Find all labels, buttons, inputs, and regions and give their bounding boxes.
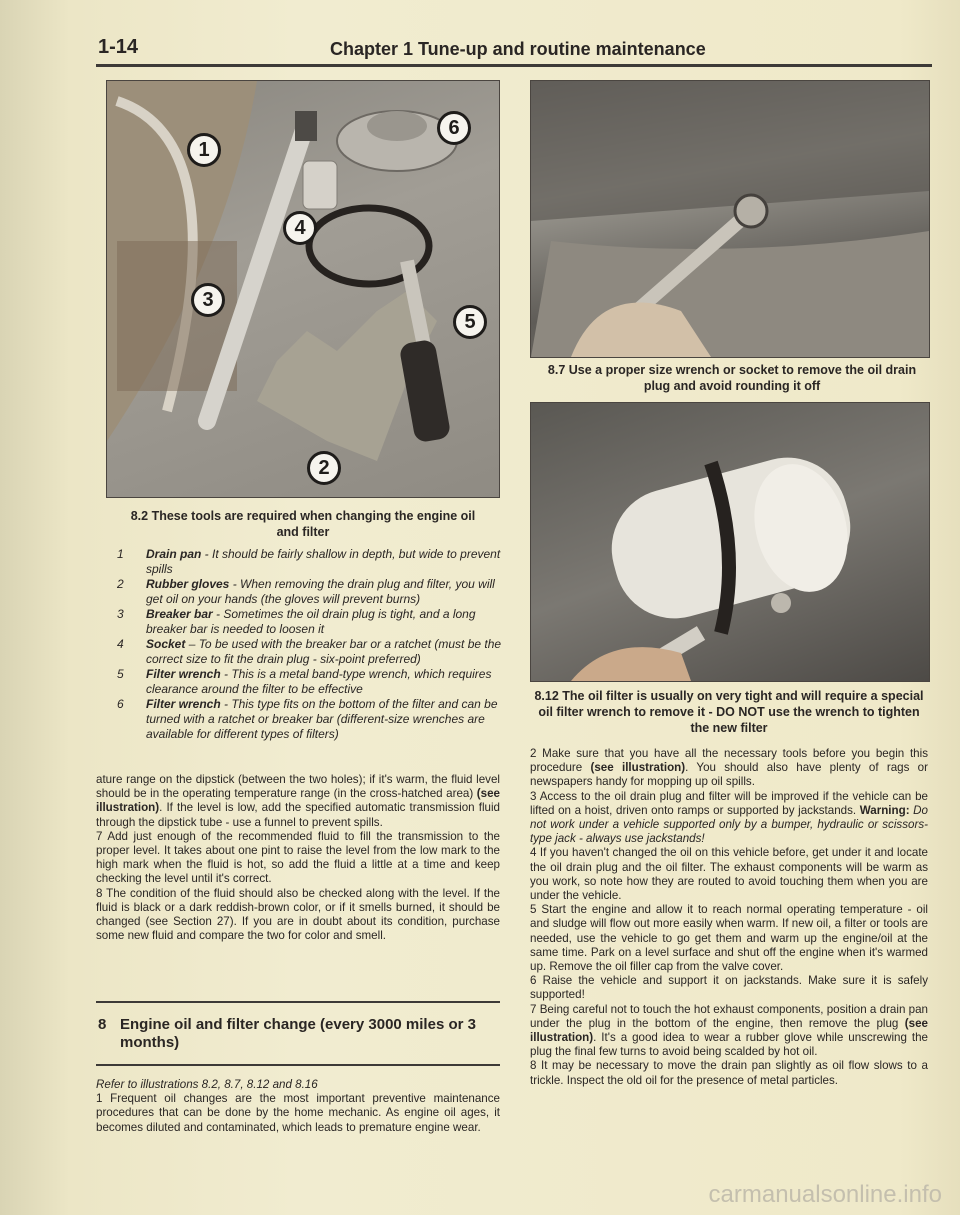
breaker-bar-head [295,111,317,141]
callout-5: 5 [453,305,487,339]
text-run: . If the level is low, add the specified automatic transmission fluid through the dipstick tube - use a funnel to prevent spills. [96,801,500,829]
legend-title: Rubber gloves [146,577,230,591]
chapter-title: Chapter 1 Tune-up and routine maintenance [330,39,706,59]
tools-photo [106,80,500,498]
callout-2: 2 [307,451,341,485]
legend-description: - Sometimes the oil drain plug is tight, and a long breaker bar is needed to loosen it [146,607,476,636]
left-column-text [96,773,500,943]
section-8-text [96,1078,500,1135]
drain-plug-photo [530,80,930,358]
callout-6: 6 [437,111,471,145]
bottom-watermark: carmanualsonline.info [708,1181,942,1208]
text-run: 2 Make sure that you have all the necessary tools before you begin this procedure [530,747,928,775]
legend-item [114,667,504,697]
legend-description: - This is a metal band-type wrench, which requires clearance around the filter to be effective [146,667,492,696]
legend-number: 1 [117,547,124,561]
legend-number: 2 [117,577,124,591]
legend-title: Drain pan [146,547,202,561]
paragraph: 1 Frequent oil changes are the most important preventive maintenance procedures that can be done by the home mechanic. As engine oil ages, it becomes diluted and contaminated, which leads to premature engine wear. [96,1092,500,1134]
legend-title: Filter wrench [146,697,221,711]
header-rule [96,64,932,67]
paragraph: 5 Start the engine and allow it to reach normal operating temperature - oil and sludge will flow out more easily when warm. If new oil, a filter or tools are needed, use the vehicle to go get them and warm up the engine/oil at the same time. Park on a level surface and shut off the engine when it's warmed up. Remove the oil filler cap from the valve cover. [530,903,928,974]
section-title: Engine oil and filter change (every 3000 miles or 3 months) [120,1016,476,1051]
legend-description: – To be used with the breaker bar or a ratchet (must be the correct size to fit the drain plug - six-point preferred) [146,637,502,666]
legend-number: 4 [117,637,124,651]
legend-item [114,697,504,742]
legend-description: - It should be fairly shallow in depth, but wide to prevent spills [146,547,501,576]
figure-8-12-caption: 8.12 The oil filter is usually on very tight and will require a special oil filter wrench to remove it - DO NOT use the wrench to tighten the new filter [534,689,924,735]
engine-underside-shape [531,81,929,221]
oil-filter-photo [530,402,930,682]
band-wrench-grip [399,339,452,444]
callout-1: 1 [187,133,221,167]
see-illustration-ref: (see illustration) [96,787,500,815]
section-number: 8 [98,1016,107,1033]
legend-item [114,607,504,637]
tools-illustration [107,81,499,497]
warning-label: Warning: [859,803,910,817]
callout-3: 3 [191,283,225,317]
paragraph [96,773,500,830]
page-number: 1-14 [98,36,139,58]
text-run: . It's a good idea to wear a rubber glove while unscrewing the plug the final few turns to avoid being scalded by hot oil. [530,1031,928,1059]
legend-item [114,577,504,607]
drain-plug-shape [735,195,767,227]
refer-illustrations: Refer to illustrations 8.2, 8.7, 8.12 and 8.16 [96,1078,318,1091]
legend-item [114,547,504,577]
paragraph: 8 The condition of the fluid should also be checked along with the level. If the fluid is black or a dark reddish-brown color, or if it smells burned, it should be changed (see Section 27). If you are in doubt about its condition, purchase some new fluid and compare the two for color and smell. [96,886,500,943]
legend-title: Breaker bar [146,607,213,621]
drain-plug-illustration [531,81,929,357]
tools-legend [114,547,504,742]
paragraph: 8 It may be necessary to move the drain pan slightly as oil flow slows to a trickle. Inspect the old oil for the presence of metal particles. [530,1059,928,1087]
filter-wrench-pivot [771,593,791,613]
paragraph [530,790,928,847]
text-run: 3 Access to the oil drain plug and filter will be improved if the vehicle can be lifted on a hoist, driven onto ramps or supported by jackstands. [530,789,928,817]
section-rule-top [96,1001,500,1003]
hand-shape [571,647,691,681]
paragraph: 7 Add just enough of the recommended fluid to fill the transmission to the proper level. It takes about one pint to raise the level from the low mark to the high mark when the fluid is hot, so add the fluid a little at a time and keep checking the level until it's correct. [96,829,500,886]
legend-number: 6 [117,697,124,711]
text-run: 7 Being careful not to touch the hot exhaust components, position a drain pan under the plug in the bottom of the engine, then remove the plug [530,1002,928,1030]
callout-4: 4 [283,211,317,245]
see-illustration-ref: (see illustration) [590,761,686,775]
legend-item [114,637,504,667]
legend-number: 5 [117,667,124,681]
text-run: . You should also have plenty of rags or newspapers handy for mopping up oil spills. [530,761,928,789]
text-run: ature range on the dipstick (between the two holes); if it's warm, the fluid level should be in the operating temperature range (in the cross-hatched area) [96,773,500,801]
see-illustration-ref: (see illustration) [530,1016,928,1045]
section-rule-bottom [96,1064,500,1066]
oil-filter-illustration [531,403,929,681]
figure-8-7-caption: 8.7 Use a proper size wrench or socket to remove the oil drain plug and avoid rounding it off [547,363,917,393]
socket-shape [303,161,337,209]
legend-title: Socket [146,637,186,651]
paragraph [530,747,928,790]
cap-wrench-top [367,111,427,141]
right-column-text [530,747,928,1088]
paragraph: 4 If you haven't changed the oil on this vehicle before, get under it and locate the oil drain plug and the oil filter. The exhaust components will be warm as you work, so note how they are routed to avoid touching them when you are under the vehicle. [530,846,928,903]
section-heading [98,1016,500,1052]
paragraph [530,1003,928,1060]
paragraph: 6 Raise the vehicle and support it on jackstands. Make sure it is safely supported! [530,974,928,1002]
figure-8-2-caption: 8.2 These tools are required when changing the engine oil and filter [130,509,476,539]
legend-number: 3 [117,607,124,621]
legend-description: - This type fits on the bottom of the filter and can be turned with a ratchet or breaker bar (different-size wrenches are available for different types of filters) [146,697,498,741]
side-watermark [2,470,42,770]
legend-title: Filter wrench [146,667,221,681]
warning-text: Do not work under a vehicle supported only by a bumper, hydraulic or scissors-type jack - always use jackstands! [530,803,928,846]
legend-description: - When removing the drain plug and filter, you will get oil on your hands (the gloves will prevent burns) [146,577,495,606]
